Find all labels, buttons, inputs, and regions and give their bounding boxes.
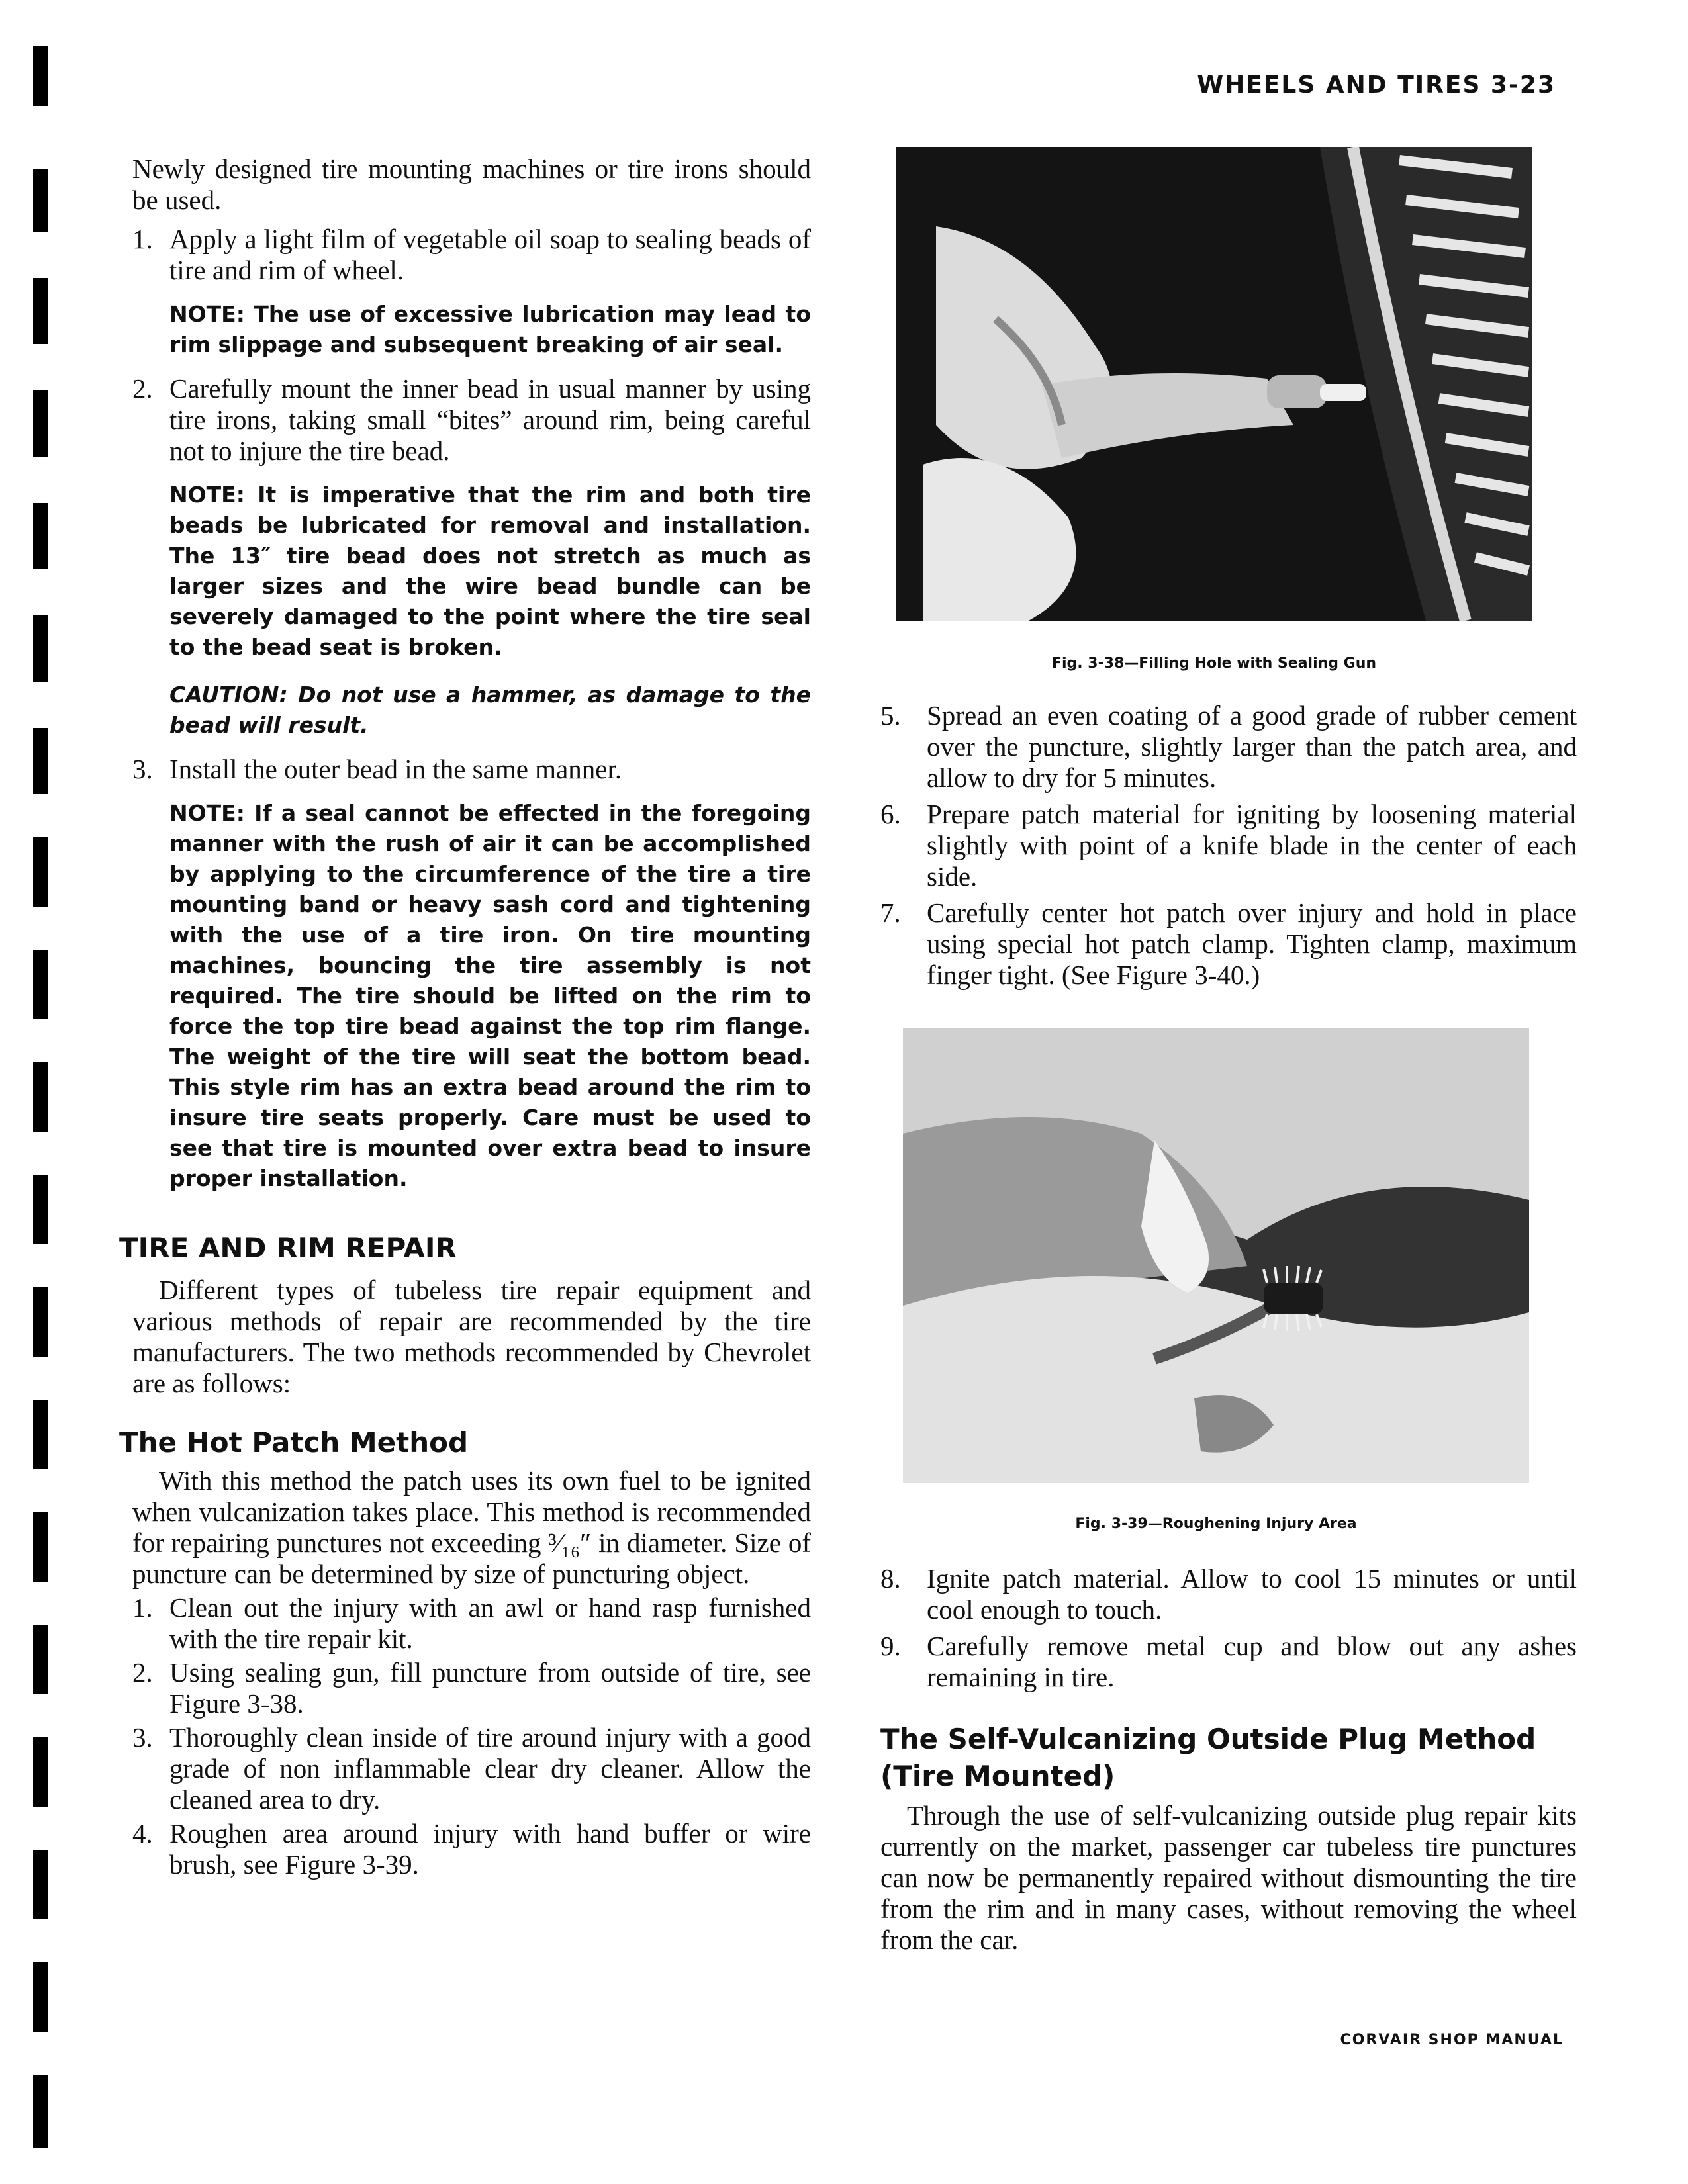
note-lubrication: NOTE: The use of excessive lubrication may lead to rim slippage and subsequent breaking of air seal. (169, 301, 811, 357)
step-number: 4. (132, 1818, 153, 1848)
subsection-paragraph: With this method the patch uses its own fuel to be ignited when vulcanization takes place. This method is recommended for repairing punctures not exceeding ³⁄₁₆″ in diameter. Size of puncture can be determined by size of puncturing object. (132, 1465, 811, 1589)
step-text: Apply a light film of vegetable oil soap to sealing beads of tire and rim of wheel. (169, 224, 811, 285)
section-paragraph: Different types of tubeless tire repair equipment and various methods of repair are recommended by the tire manufacturers. The two methods recommended by Chevrolet are as follows: (132, 1275, 811, 1398)
step-number: 9. (880, 1631, 901, 1661)
step-text: Clean out the injury with an awl or hand rasp furnished with the tire repair kit. (169, 1592, 811, 1654)
right-column-steps-5-7 (880, 700, 1577, 991)
step-number: 3. (132, 754, 153, 784)
binding-mark (33, 1062, 48, 1132)
right-column-lower (880, 1563, 1577, 1956)
step-text: Carefully mount the inner bead in usual manner by using tire irons, taking small “bites” around rim, being careful not to injure the tire bead. (169, 373, 811, 466)
list-item (880, 1631, 1577, 1693)
binding-mark (33, 728, 48, 794)
step-text: Thoroughly clean inside of tire around injury with a good grade of non inflammable clear dry cleaner. Allow the cleaned area to dry. (169, 1722, 811, 1815)
binding-mark (33, 1962, 48, 2032)
list-item (132, 1657, 811, 1719)
binding-mark (33, 2075, 48, 2148)
step-1 (132, 224, 811, 286)
note-seal: NOTE: If a seal cannot be effected in the foregoing manner with the rush of air it can be accomplished by applying to the circumference of the tire a tire mounting band or heavy sash cord and tightening with the use of a tire iron. On tire mounting machines, bouncing the tire assembly is not required. The tire should be lifted on the rim to force the top tire bead against the top rim flange. The weight of the tire will seat the bottom bead. This style rim has an extra bead around the rim to insure tire seats properly. Care must be used to see that tire is mounted over extra bead to insure proper installation. (169, 800, 811, 1191)
binding-mark (33, 503, 48, 569)
sealing-gun-illustration (896, 147, 1532, 621)
section-heading: TIRE AND RIM REPAIR (119, 1232, 457, 1264)
binding-mark (33, 837, 48, 907)
plug-method-paragraph: Through the use of self-vulcanizing outside plug repair kits currently on the market, passenger car tubeless tire punctures can now be permanently repaired without dismounting the tire from the rim and in many cases, without removing the wheel from the car. (880, 1800, 1577, 1955)
step-3 (132, 754, 811, 785)
binding-mark (33, 169, 48, 232)
hot-patch-steps (132, 1592, 811, 1880)
list-item (132, 1818, 811, 1880)
caution-hammer: CAUTION: Do not use a hammer, as damage to the bead will result. (169, 682, 811, 738)
list-item (880, 897, 1577, 991)
step-text: Roughen area around injury with hand buffer or wire brush, see Figure 3-39. (169, 1818, 811, 1880)
binding-mark (33, 615, 48, 682)
binding-mark (33, 1625, 48, 1694)
step-text: Prepare patch material for igniting by loosening material slightly with point of a knife blade in the center of each side. (927, 799, 1577, 891)
list-item (880, 700, 1577, 794)
figure-caption: Fig. 3-38—Filling Hole with Sealing Gun (1051, 655, 1377, 672)
binding-mark (33, 278, 48, 344)
binding-mark (33, 1175, 48, 1244)
step-2 (132, 373, 811, 467)
wire-brush-illustration (903, 1028, 1529, 1483)
section-heading-line-1: The Self-Vulcanizing Outside Plug Method (880, 1723, 1536, 1755)
page-footer: CORVAIR SHOP MANUAL (1340, 2032, 1564, 2048)
binding-mark (33, 950, 48, 1019)
subsection-heading: The Hot Patch Method (119, 1426, 469, 1459)
step-text: Carefully remove metal cup and blow out any ashes remaining in tire. (927, 1631, 1577, 1692)
figure-roughening-photo (903, 1028, 1529, 1483)
step-number: 1. (132, 224, 153, 254)
step-number: 3. (132, 1722, 153, 1752)
binding-mark (33, 46, 48, 106)
step-number: 8. (880, 1563, 901, 1594)
binding-mark (33, 1287, 48, 1357)
list-item (132, 1722, 811, 1815)
step-number: 5. (880, 700, 901, 731)
list-item (132, 1592, 811, 1655)
step-number: 2. (132, 373, 153, 404)
step-text: Spread an even coating of a good grade of rubber cement over the puncture, slightly larger than the patch area, and allow to dry for 5 minutes. (927, 700, 1577, 793)
list-item (880, 799, 1577, 892)
intro-paragraph: Newly designed tire mounting machines or tire irons should be used. (132, 154, 811, 215)
step-number: 2. (132, 1657, 153, 1688)
step-text: Install the outer bead in the same manner. (169, 754, 622, 784)
step-text: Carefully center hot patch over injury and hold in place using special hot patch clamp. Tighten clamp, maximum finger tight. (See Figure 3-40.) (927, 897, 1577, 990)
figure-caption: Fig. 3-39—Roughening Injury Area (1075, 1516, 1357, 1532)
step-text: Using sealing gun, fill puncture from outside of tire, see Figure 3-38. (169, 1657, 811, 1719)
step-number: 1. (132, 1592, 153, 1623)
section-heading-line-2: (Tire Mounted) (880, 1760, 1115, 1792)
left-column (119, 154, 811, 1880)
binding-mark (33, 390, 48, 457)
list-item (880, 1563, 1577, 1625)
step-text: Ignite patch material. Allow to cool 15 minutes or until cool enough to touch. (927, 1563, 1577, 1625)
binding-mark (33, 1400, 48, 1469)
page-header: WHEELS AND TIRES 3-23 (1197, 71, 1556, 99)
step-number: 7. (880, 897, 901, 928)
binding-mark (33, 1512, 48, 1582)
figure-sealing-gun-photo (896, 147, 1532, 621)
binding-mark (33, 1737, 48, 1807)
binding-mark (33, 1850, 48, 1919)
note-bead: NOTE: It is imperative that the rim and both tire beads be lubricated for removal and installation. The 13″ tire bead does not stretch as much as larger sizes and the wire bead bundle can be severely damaged to the point where the tire seal to the bead seat is broken. (169, 482, 811, 660)
step-number: 6. (880, 799, 901, 829)
